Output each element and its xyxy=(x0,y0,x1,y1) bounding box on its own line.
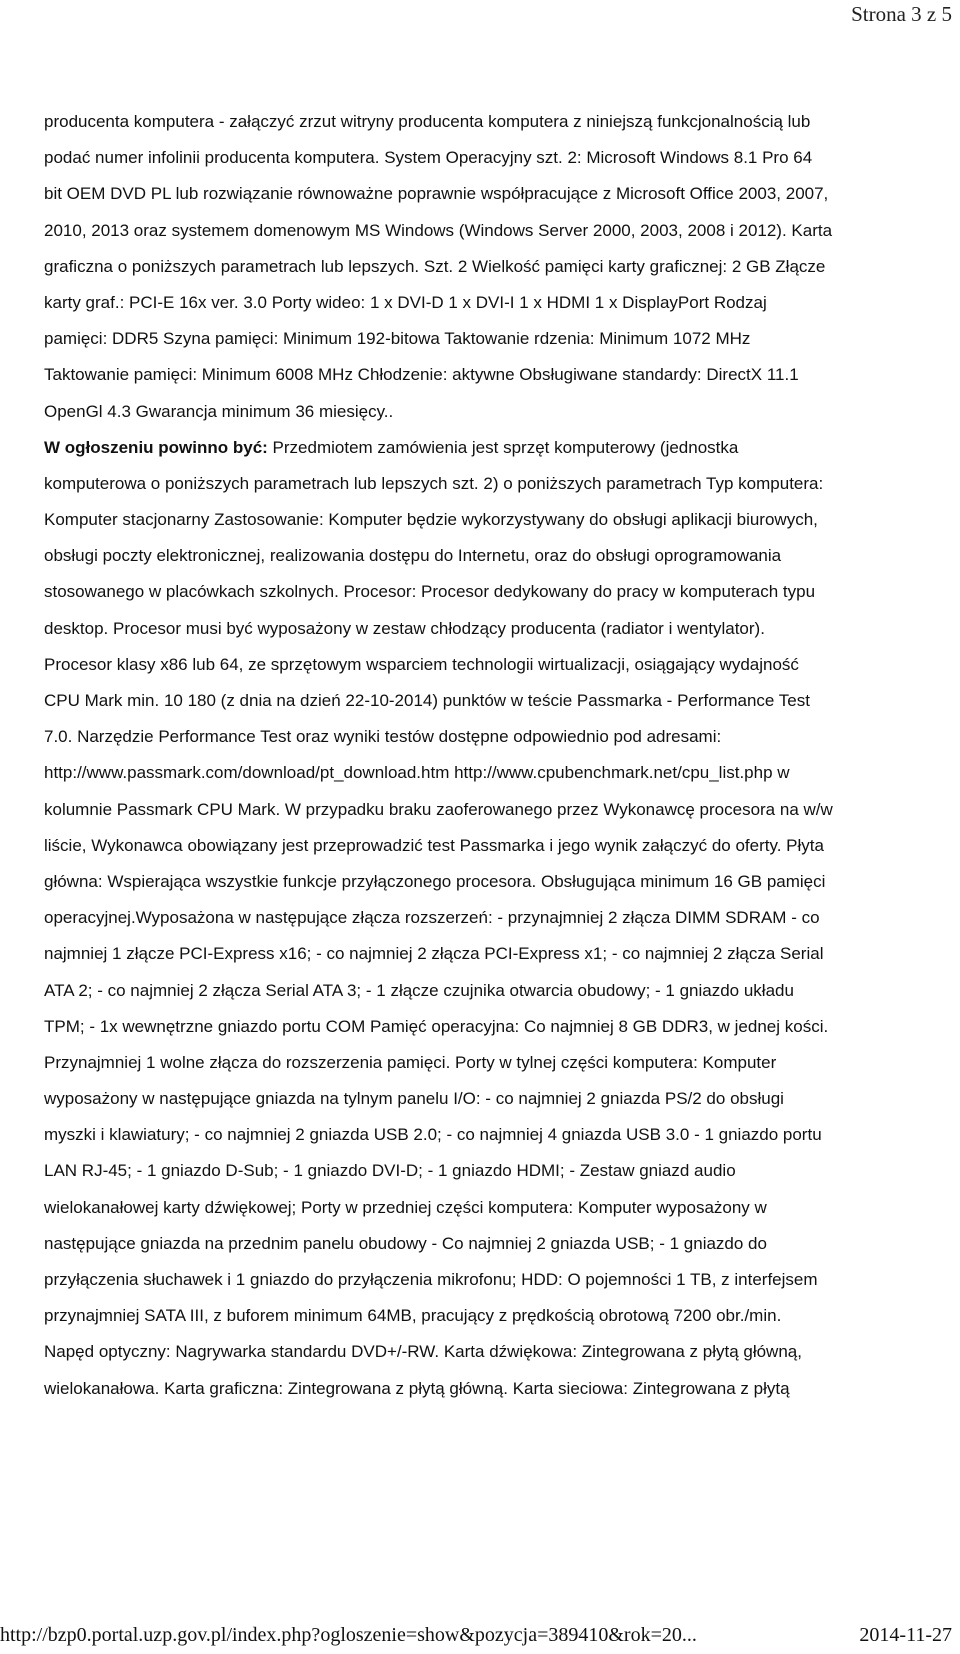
announcement-text: Przedmiotem zamówienia jest sprzęt komputerowy (jednostka xyxy=(267,437,739,457)
text-line: desktop. Procesor musi być wyposażony w zestaw chłodzący producenta (radiator i wentylator). xyxy=(44,618,765,638)
announcement-label: W ogłoszeniu powinno być: xyxy=(44,437,268,457)
text-line: obsługi poczty elektronicznej, realizowania dostępu do Internetu, oraz do obsługi oprogramowania xyxy=(44,546,782,566)
text-line: Taktowanie pamięci: Minimum 6008 MHz Chłodzenie: aktywne Obsługiwane standardy: DirectX 11.1 xyxy=(44,365,799,385)
text-line: następujące gniazda na przednim panelu obudowy - Co najmniej 2 gniazda USB; - 1 gniazdo do xyxy=(44,1233,767,1253)
text-line: wielokanałowej karty dźwiękowej; Porty w przedniej części komputera: Komputer wyposażony w xyxy=(44,1197,767,1217)
text-line: operacyjnej.Wyposażona w następujące złącza rozszerzeń: - przynajmniej 2 złącza DIMM SDRAM - co xyxy=(44,908,820,928)
page-footer xyxy=(0,1624,960,1654)
text-line: główna: Wspierająca wszystkie funkcje przyłączonego procesora. Obsługująca minimum 16 GB pamięci xyxy=(44,871,826,891)
text-line: ATA 2; - co najmniej 2 złącza Serial ATA 3; - 1 złącze czujnika otwarcia obudowy; - 1 gniazdo układu xyxy=(44,980,794,1000)
text-line: 2010, 2013 oraz systemem domenowym MS Windows (Windows Server 2000, 2003, 2008 i 2012). Karta xyxy=(44,220,833,240)
text-line: przynajmniej SATA III, z buforem minimum 64MB, pracujący z prędkością obrotową 7200 obr./min. xyxy=(44,1306,782,1326)
text-line: najmniej 1 złącze PCI-Express x16; - co najmniej 2 złącza PCI-Express x1; - co najmniej 2 złącza Serial xyxy=(44,944,824,964)
text-line: TPM; - 1x wewnętrzne gniazdo portu COM Pamięć operacyjna: Co najmniej 8 GB DDR3, w jednej kości. xyxy=(44,1016,829,1036)
text-line: wyposażony w następujące gniazda na tylnym panelu I/O: - co najmniej 2 gniazda PS/2 do obsługi xyxy=(44,1089,784,1109)
footer-url: http://bzp0.portal.uzp.gov.pl/index.php?ogloszenie=show&pozycja=389410&rok=20... xyxy=(0,1624,697,1646)
text-line: Procesor klasy x86 lub 64, ze sprzętowym wsparciem technologii wirtualizacji, osiągający wydajność xyxy=(44,654,799,674)
text-line: komputerowa o poniższych parametrach lub lepszych szt. 2) o poniższych parametrach Typ komputera: xyxy=(44,473,824,493)
text-line: Przynajmniej 1 wolne złącza do rozszerzenia pamięci. Porty w tylnej części komputera: Komputer xyxy=(44,1052,777,1072)
text-line: 7.0. Narzędzie Performance Test oraz wyniki testów dostępne odpowiednio pod adresami: xyxy=(44,727,722,747)
text-line: kolumnie Passmark CPU Mark. W przypadku braku zaoferowanego przez Wykonawcę procesora na w/w xyxy=(44,799,833,819)
text-line: myszki i klawiatury; - co najmniej 2 gniazda USB 2.0; - co najmniej 4 gniazda USB 3.0 - 1 gniazdo portu xyxy=(44,1125,822,1145)
text-line: liście, Wykonawca obowiązany jest przeprowadzić test Passmarka i jego wynik załączyć do oferty. Płyta xyxy=(44,835,824,855)
text-line: wielokanałowa. Karta graficzna: Zintegrowana z płytą główną. Karta sieciowa: Zintegrowana z płytą xyxy=(44,1378,790,1398)
text-line: stosowanego w placówkach szkolnych. Procesor: Procesor dedykowany do pracy w komputerach typu xyxy=(44,582,816,602)
text-line: pamięci: DDR5 Szyna pamięci: Minimum 192-bitowa Taktowanie rdzenia: Minimum 1072 MHz xyxy=(44,329,751,349)
text-line: karty graf.: PCI-E 16x ver. 3.0 Porty wideo: 1 x DVI-D 1 x DVI-I 1 x HDMI 1 x DisplayPort Rodzaj xyxy=(44,292,767,312)
text-line: Komputer stacjonarny Zastosowanie: Komputer będzie wykorzystywany do obsługi aplikacji biurowych, xyxy=(44,510,818,530)
text-line: http://www.passmark.com/download/pt_download.htm http://www.cpubenchmark.net/cpu_list.php w xyxy=(44,763,790,783)
announcement-line xyxy=(44,430,960,466)
text-line: podać numer infolinii producenta komputera. System Operacyjny szt. 2: Microsoft Windows 8.1 Pro 64 xyxy=(44,148,813,168)
document-body xyxy=(44,104,960,1407)
text-line: CPU Mark min. 10 180 (z dnia na dzień 22-10-2014) punktów w teście Passmarka - Performance Test xyxy=(44,691,810,710)
text-line: LAN RJ-45; - 1 gniazdo D-Sub; - 1 gniazdo DVI-D; - 1 gniazdo HDMI; - Zestaw gniazd audio xyxy=(44,1161,736,1181)
text-line: producenta komputera - załączyć zrzut witryny producenta komputera z niniejszą funkcjonalnością lub xyxy=(44,112,811,131)
text-line: bit OEM DVD PL lub rozwiązanie równoważne poprawnie współpracujące z Microsoft Office 2003, 2007, xyxy=(44,184,829,204)
text-line: OpenGl 4.3 Gwarancja minimum 36 miesięcy.. xyxy=(44,401,394,421)
page-number-header: Strona 3 z 5 xyxy=(851,2,952,26)
text-line: przyłączenia słuchawek i 1 gniazdo do przyłączenia mikrofonu; HDD: O pojemności 1 TB, z interfejsem xyxy=(44,1270,818,1289)
footer-date: 2014-11-27 xyxy=(859,1624,952,1646)
text-line: graficzna o poniższych parametrach lub lepszych. Szt. 2 Wielkość pamięci karty graficznej: 2 GB Złącze xyxy=(44,256,826,276)
text-line: Napęd optyczny: Nagrywarka standardu DVD+/-RW. Karta dźwiękowa: Zintegrowana z płytą główną, xyxy=(44,1342,802,1362)
